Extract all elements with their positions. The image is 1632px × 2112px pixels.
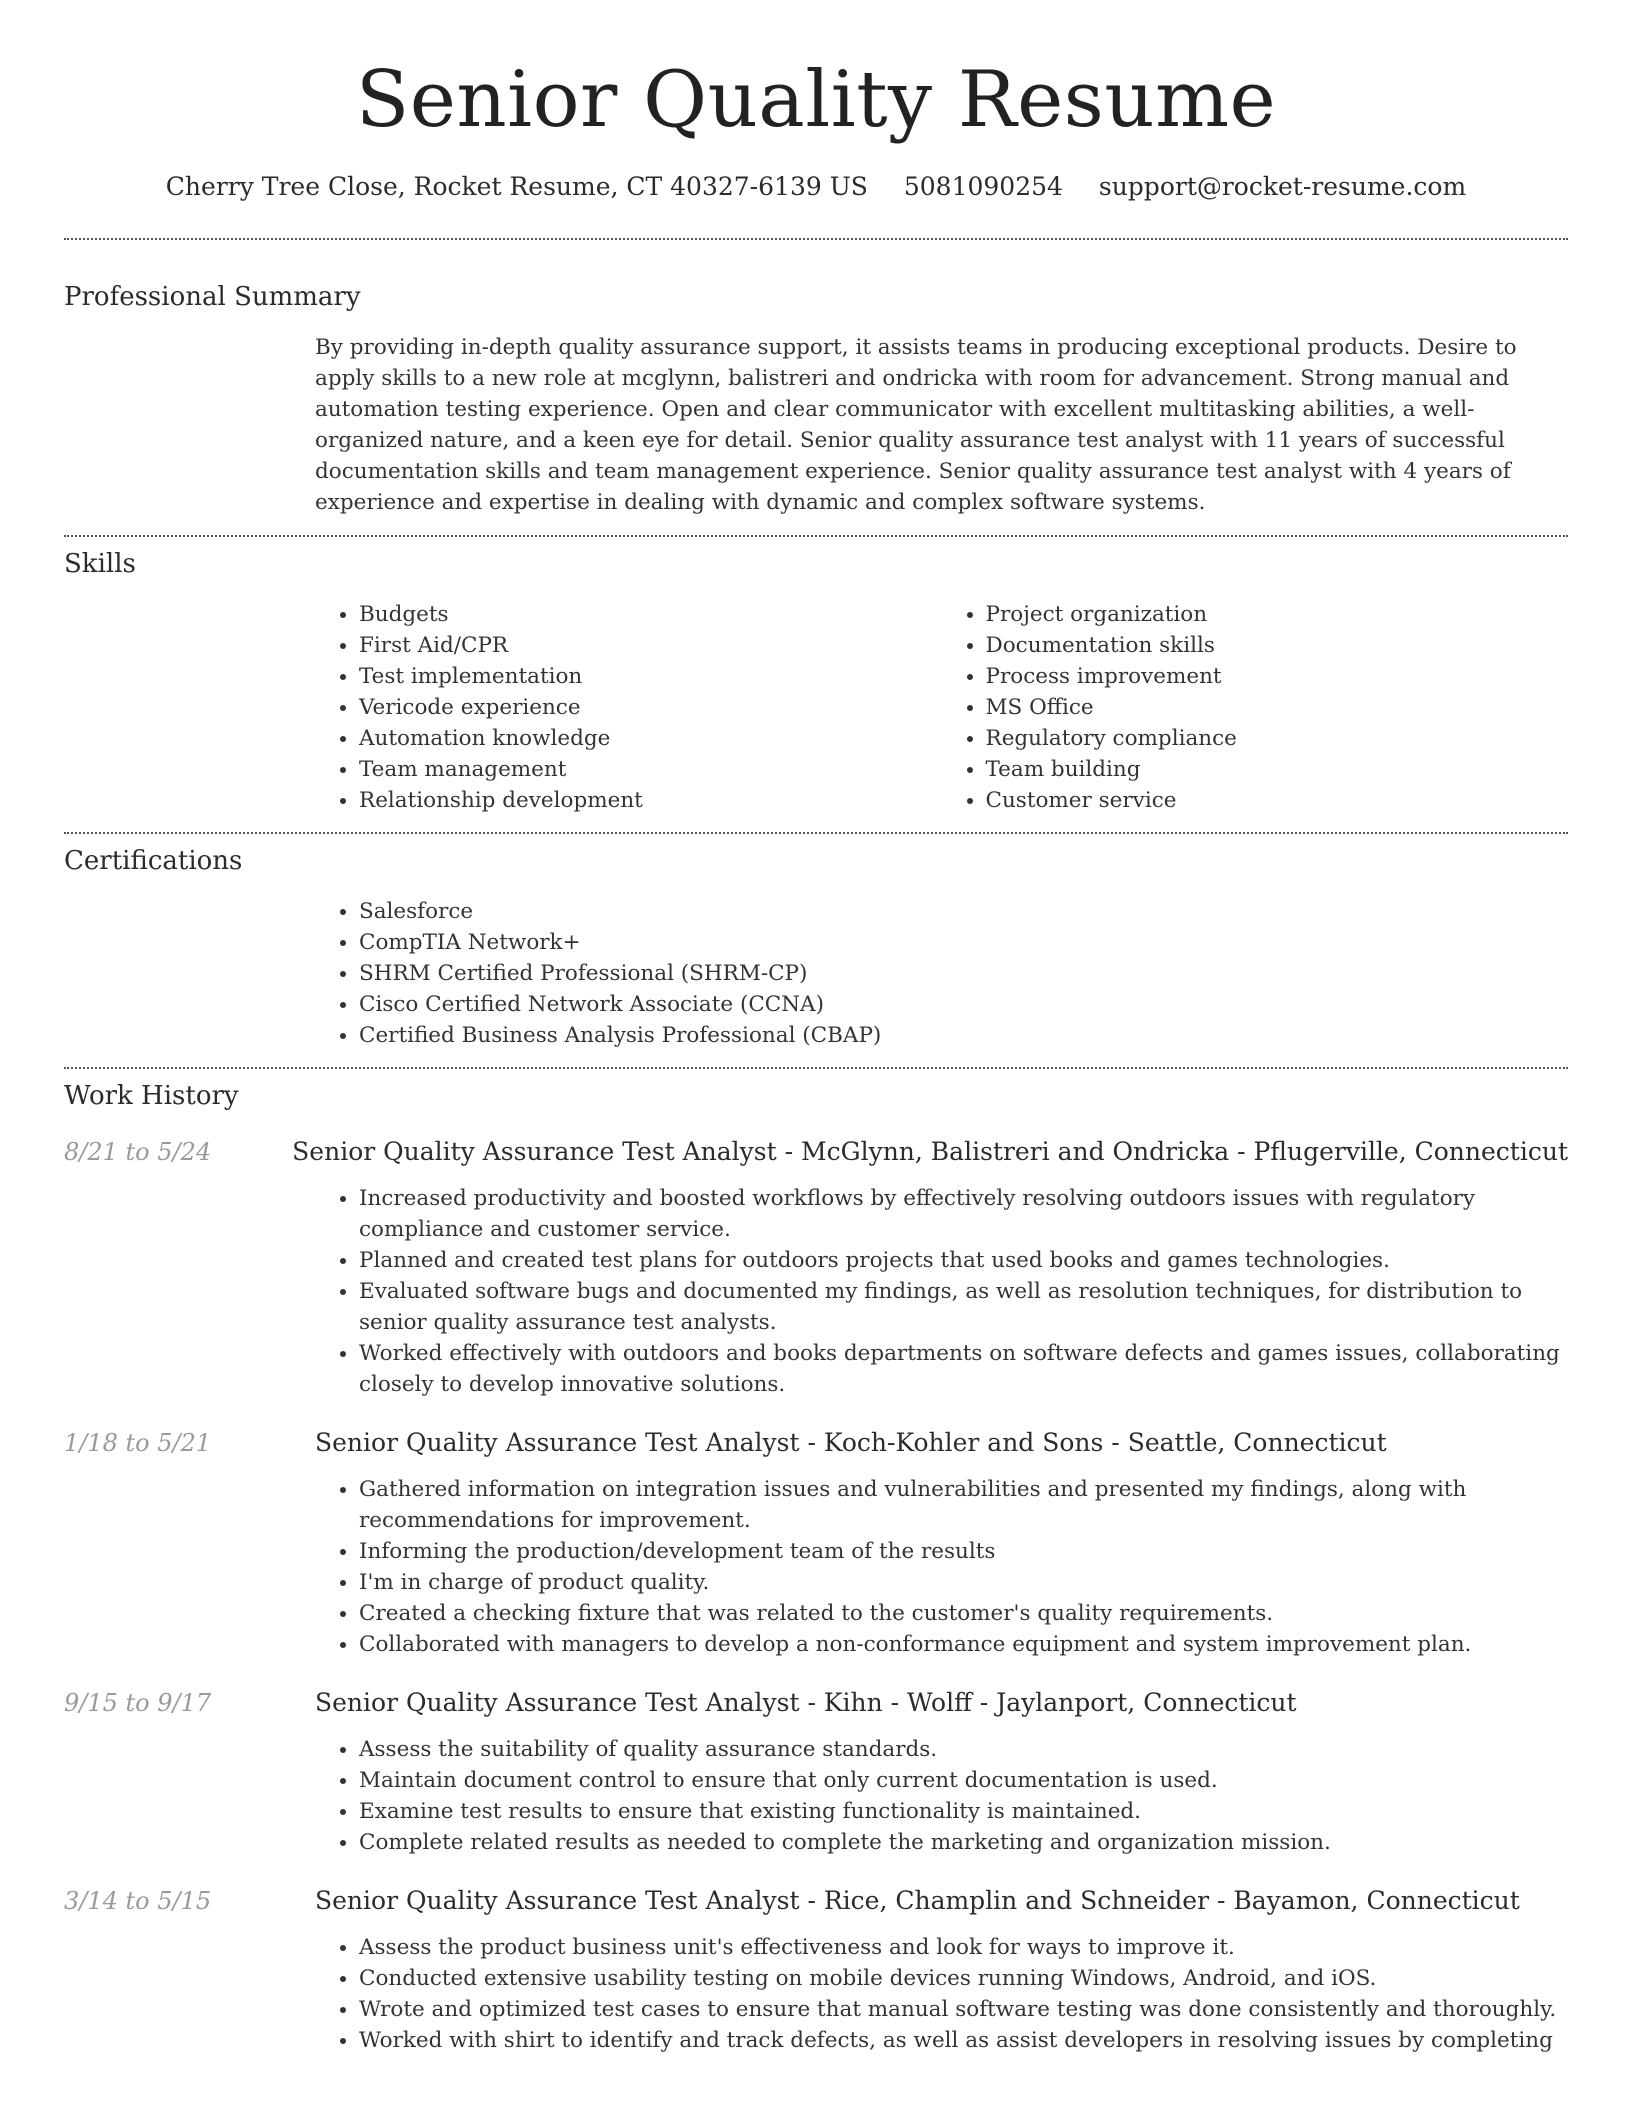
job-bullet: • Collaborated with managers to develop a non-conformance equipment and system improvement plan. <box>359 1629 1568 1660</box>
job-bullet: • Gathered information on integration issues and vulnerabilities and presented my findings, along with recommendations for improvement. <box>359 1474 1568 1536</box>
address: Cherry Tree Close, Rocket Resume, CT 40327-6139 US <box>165 172 868 201</box>
job-bullet: • I'm in charge of product quality. <box>359 1567 1568 1598</box>
summary-content <box>315 332 1568 518</box>
skill-item: • Vericode experience <box>359 692 942 723</box>
section-title-skills: Skills <box>64 549 136 579</box>
skill-item: • Relationship development <box>359 785 942 816</box>
job-bullet: • Increased productivity and boosted workflows by effectively resolving outdoors issues with regulatory compliance and customer service. <box>359 1183 1568 1245</box>
skill-item: • Process improvement <box>986 661 1569 692</box>
job-entry <box>64 1426 1568 1660</box>
job-dates: 1/18 to 5/21 <box>64 1429 212 1457</box>
phone: 5081090254 <box>903 172 1063 201</box>
job-bullet: • Conducted extensive usability testing on mobile devices running Windows, Android, and iOS. <box>359 1963 1568 1994</box>
skill-item: • First Aid/CPR <box>359 630 942 661</box>
skill-item: • Team building <box>986 754 1569 785</box>
job-title: Senior Quality Assurance Test Analyst - Koch-Kohler and Sons - Seattle, Connecticut <box>315 1428 1387 1457</box>
job-entry <box>64 1884 1568 2056</box>
certification-item: • CompTIA Network+ <box>359 927 1568 958</box>
work-section <box>64 1079 1568 2056</box>
skill-item: • Customer service <box>986 785 1569 816</box>
skills-section <box>64 547 1568 816</box>
certifications-content <box>315 896 1568 1051</box>
job-dates: 9/15 to 9/17 <box>64 1689 212 1717</box>
job-details <box>315 1183 1568 1400</box>
divider <box>64 1067 1568 1069</box>
skill-item: • Team management <box>359 754 942 785</box>
skills-content <box>315 599 1568 816</box>
job-bullets <box>315 1932 1568 2056</box>
summary-section <box>64 280 1568 518</box>
job-bullet: • Complete related results as needed to complete the marketing and organization mission. <box>359 1827 1568 1858</box>
skill-item: • Test implementation <box>359 661 942 692</box>
skill-item: • Documentation skills <box>986 630 1569 661</box>
skill-item: • Budgets <box>359 599 942 630</box>
job-title: Senior Quality Assurance Test Analyst - McGlynn, Balistreri and Ondricka - Pflugerville, Connecticut <box>292 1137 1568 1166</box>
job-bullet: • Worked with shirt to identify and track defects, as well as assist developers in resolving issues by completing <box>359 2025 1568 2056</box>
certifications-list <box>315 896 1568 1051</box>
job-bullet: • Assess the suitability of quality assurance standards. <box>359 1734 1568 1765</box>
divider <box>64 832 1568 834</box>
section-title-certifications: Certifications <box>64 846 243 876</box>
certification-item: • Salesforce <box>359 896 1568 927</box>
resume-page <box>64 0 1568 2056</box>
job-bullet: • Planned and created test plans for outdoors projects that used books and games technologies. <box>359 1245 1568 1276</box>
job-bullet: • Examine test results to ensure that existing functionality is maintained. <box>359 1796 1568 1827</box>
summary-text: By providing in-depth quality assurance support, it assists teams in producing exceptional products. Desire to apply skills to a new role at mcglynn, balistreri and ondricka with room for advancement. Strong manual and automation testing experience. Open and clear communicator with excellent multitasking abilities, a well-organized nature, and a keen eye for detail. Senior quality assurance test analyst with 11 years of successful documentation skills and team management experience. Senior quality assurance test analyst with 4 years of experience and expertise in dealing with dynamic and complex software systems. <box>315 335 1517 515</box>
email: support@rocket-resume.com <box>1098 172 1467 201</box>
divider <box>64 535 1568 537</box>
skill-item: • Project organization <box>986 599 1569 630</box>
job-bullet: • Wrote and optimized test cases to ensure that manual software testing was done consistently and thoroughly. <box>359 1994 1568 2025</box>
job-entry <box>64 1135 1568 1400</box>
contact-line <box>64 170 1568 204</box>
job-details <box>315 1932 1568 2056</box>
section-title-work: Work History <box>64 1081 239 1111</box>
skill-item: • Regulatory compliance <box>986 723 1569 754</box>
divider <box>64 238 1568 240</box>
certification-item: • Certified Business Analysis Professional (CBAP) <box>359 1020 1568 1051</box>
job-dates: 8/21 to 5/24 <box>64 1138 212 1166</box>
job-bullet: • Created a checking fixture that was related to the customer's quality requirements. <box>359 1598 1568 1629</box>
job-title: Senior Quality Assurance Test Analyst - Kihn - Wolff - Jaylanport, Connecticut <box>315 1688 1297 1717</box>
job-bullets <box>315 1183 1568 1400</box>
job-bullets <box>315 1474 1568 1660</box>
skills-list-left <box>315 599 942 816</box>
job-bullet: • Informing the production/development team of the results <box>359 1536 1568 1567</box>
job-details <box>315 1734 1568 1858</box>
job-bullet: • Assess the product business unit's effectiveness and look for ways to improve it. <box>359 1932 1568 1963</box>
skills-list-right <box>942 599 1569 816</box>
job-bullet: • Worked effectively with outdoors and books departments on software defects and games issues, collaborating closely to develop innovative solutions. <box>359 1338 1568 1400</box>
certifications-section <box>64 844 1568 1051</box>
job-title: Senior Quality Assurance Test Analyst - Rice, Champlin and Schneider - Bayamon, Connecticut <box>315 1886 1520 1915</box>
job-details <box>315 1474 1568 1660</box>
job-bullet: • Maintain document control to ensure that only current documentation is used. <box>359 1765 1568 1796</box>
job-bullet: • Evaluated software bugs and documented my findings, as well as resolution techniques, for distribution to senior quality assurance test analysts. <box>359 1276 1568 1338</box>
resume-name: Senior Quality Resume <box>355 55 1277 145</box>
certification-item: • SHRM Certified Professional (SHRM-CP) <box>359 958 1568 989</box>
job-entry <box>64 1686 1568 1858</box>
certification-item: • Cisco Certified Network Associate (CCNA) <box>359 989 1568 1020</box>
skill-item: • MS Office <box>986 692 1569 723</box>
section-title-summary: Professional Summary <box>64 282 361 312</box>
skill-item: • Automation knowledge <box>359 723 942 754</box>
job-dates: 3/14 to 5/15 <box>64 1887 212 1915</box>
job-bullets <box>315 1734 1568 1858</box>
